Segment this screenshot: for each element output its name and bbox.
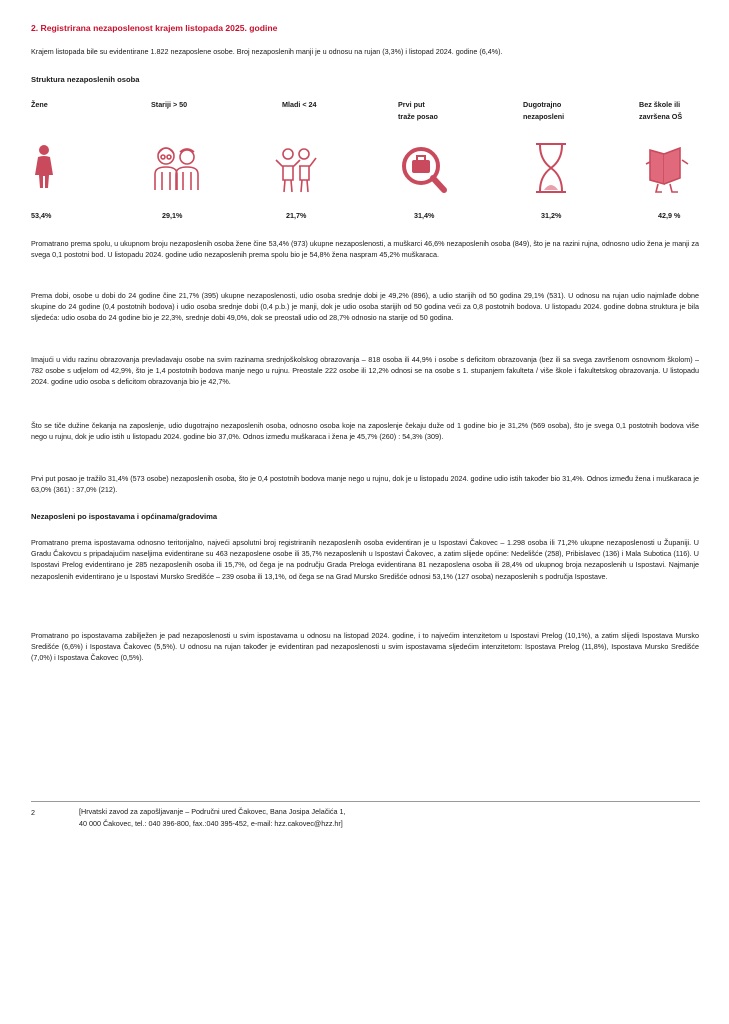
paragraph-long-term: Što se tiče dužine čekanja na zaposlenje, udio dugotrajno nezaposlenih osoba, odnosno osoba koje na zaposlenje čekaju duže od 1 godine bio je 31,2% (569 osoba), što je svega 0,1 postotnih bodova više nego u rujnu, dok je udio istih u listopadu 2024. godine bio 37,0%. Odnos između muškaraca i žena je 45,7% (260) : 54,3% (309). [31,421,699,442]
stat-value-elderly: 29,1% [162,211,183,220]
structure-title: Struktura nezaposlenih osoba [31,75,140,84]
stat-label-first-job: Prvi put traže posao [398,100,438,121]
paragraph-education: Imajući u vidu razinu obrazovanja prevladavaju osobe na svim razinama srednjoškolskog obrazovanja – 818 osoba ili 44,9% i osobe s deficitom obrazovanja (bez ili sa svega završenom osnovnom školom) – 782 osobe s udjelom od 42,9%, što je 1,4 postotnih bodova manje nego u rujnu. Preostale 222 osobe ili 12,2% odnosi se na osobe s 1. stupanjem fakulteta / više škole i fakultetskog obrazovanja. U listopadu 2024. godine udio osoba s deficitom obrazovanja bio je 42,7%. [31,355,699,387]
stat-label-no-school: Bez škole ili završena OŠ [639,100,683,121]
stat-value-young: 21,7% [286,211,307,220]
stat-label-long-term: Dugotrajno nezaposleni [523,100,565,121]
stat-value-no-school: 42,9 % [658,211,681,220]
footer-line-1: [Hrvatski zavod za zapošljavanje – Područni ured Čakovec, Bana Josipa Jelačića 1, [79,807,346,816]
paragraph-first-job: Prvi put posao je tražilo 31,4% (573 osobe) nezaposlenih osoba, što je 0,4 postotnih bodova manje nego u rujnu, dok je u listopadu 2024. godine udio istih također bio 31,4%. Odnos između žena i muškaraca je 63,0% (361) : 37,0% (212). [31,474,699,495]
intro-paragraph: Krajem listopada bile su evidentirane 1.822 nezaposlene osobe. Broj nezaposlenih manji je u odnosu na rujan (3,3%) i listopad 2024. godine (6,4%). [31,47,503,56]
hourglass-icon [521,140,581,198]
stat-value-long-term: 31,2% [541,211,562,220]
elderly-couple-icon [146,140,206,198]
stat-label-young: Mladi < 24 [282,100,317,109]
paragraph-gender: Promatrano prema spolu, u ukupnom broju nezaposlenih osoba žene čine 53,4% (973) ukupne nezaposlenosti, a muškarci 46,6% nezaposlenih osoba (849), što je na razini rujna, odnosno udio žena je manji za svega 0,1 postotni bod. U listopadu 2024. godine udio nezaposlenih prema spolu bio je 54,8% žena naspram 45,2% muškaraca. [31,239,699,260]
paragraph-regions-trend: Promatrano po ispostavama zabilježen je pad nezaposlenosti u svim ispostavama u odnosu na listopad 2024. godine, i to najvećim intenzitetom u Ispostavi Prelog (10,1%), a zatim slijedi Ispostava Mursko Središće (6,6%) i Ispostava Čakovec (5,5%). U odnosu na rujan također je evidentiran pad nezaposlenosti u svim ispostavama sljedećim intenzitetom: Ispostava Prelog (11,8%), Ispostava Mursko Središće (7,0%) i Ispostava Čakovec (0,5%). [31,631,699,663]
book-icon [636,140,696,198]
young-people-icon [266,140,326,198]
stat-label-women: Žene [31,100,48,109]
paragraph-age: Prema dobi, osobe u dobi do 24 godine čine 21,7% (395) ukupne nezaposlenosti, udio osoba srednje dobi je 49,2% (896), a udio starijih od 50 godina 29,1% (531). U odnosu na rujan udio najmlađe dobne skupine do 24 godine (0,4 postotnih bodova) i udio osoba srednje dobi (0,4 p.b.) je manji, dok je udio osoba starijih od 50 godina veći za 0,8 postotnih bodova. U listopadu 2024. godine dobna struktura je bila sljedeća: udio osoba do 24 godine bio je 22,3%, srednje dobi 49,0%, dok se preostali udio od 28,7% odnosio na starije od 50 godina. [31,291,699,323]
page-number: 2 [31,808,35,817]
footer-divider [31,801,700,802]
woman-icon [14,140,74,198]
section-heading: 2. Registrirana nezaposlenost krajem listopada 2025. godine [31,23,278,33]
footer-line-2: 40 000 Čakovec, tel.: 040 396-800, fax.:040 395-452, e-mail: hzz.cakovec@hzz.hr] [79,819,343,828]
footer-address [79,806,345,830]
stat-label-elderly: Stariji > 50 [151,100,188,109]
paragraph-regions: Promatrano prema ispostavama odnosno teritorijalno, najveći apsolutni broj registriranih nezaposlenih osoba evidentiran je u Ispostavi Čakovec – 1.298 osoba ili 71,2% ukupne nezaposlenosti u Županiji. U Gradu Čakovcu s pripadajućim naseljima evidentirane su 463 nezaposlene osobe ili 35,7% nezaposlenih u Ispostavi Čakovec, a zatim slijede općine: Nedelišće (258), Pribislavec (136) i Mala Subotica (116). U Ispostavi Prelog evidentirano je 285 nezaposlenih osoba ili 15,7%, od čega je na području Grada Preloga evidentirana 81 nezaposlena osoba ili 28,4% od ukupnog broja nezaposlenih u Ispostavi. Najmanje nezaposlenih evidentirano je u Ispostavi Mursko Središće – 239 osoba ili 13,1%, od čega se na Grad Mursko Središće odnosi 53,1% (127 osoba) nezaposlenih s područja Ispostave. [31,538,699,581]
job-search-icon [394,140,454,198]
regions-title: Nezaposleni po ispostavama i općinama/gradovima [31,512,218,521]
stat-value-women: 53,4% [31,211,52,220]
stat-value-first-job: 31,4% [414,211,435,220]
